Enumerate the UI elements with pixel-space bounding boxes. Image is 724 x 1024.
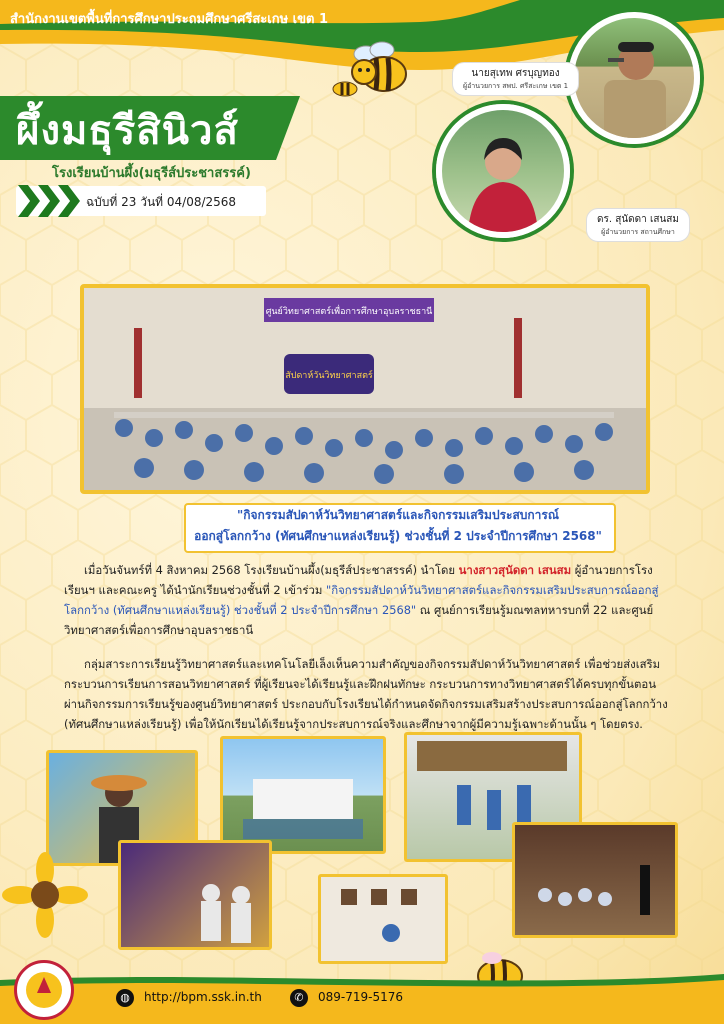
- sunflower-icon: [0, 850, 90, 940]
- director-name-tag: [452, 62, 579, 96]
- thumbnail-photo: [318, 874, 448, 964]
- website-link[interactable]: http://bpm.ssk.in.th: [144, 990, 262, 1004]
- photo-banner-text: ศูนย์วิทยาศาสตร์เพื่อการศึกษาอุบลราชธานี: [265, 307, 433, 317]
- globe-icon: ◍: [116, 989, 134, 1007]
- office-name: สำนักงานเขตพื้นที่การศึกษาประถมศึกษาศรีสะเกษ เขต 1: [10, 12, 329, 27]
- paragraph-1-end: ณ ศูนย์การเรียนรู้มณฑลทหารบกที่ 22 และศูนย์วิทยาศาสตร์เพื่อการศึกษาอุบลราชธานี: [64, 603, 654, 637]
- thumbnail-photo: [118, 840, 272, 950]
- issue-number: ฉบับที่ 23 วันที่ 04/08/2568: [86, 195, 237, 209]
- activity-caption: [192, 505, 604, 547]
- main-group-photo: [80, 284, 650, 494]
- paragraph-1-intro: เมื่อวันจันทร์ที่ 4 สิงหาคม 2568 โรงเรียนบ้านผึ้ง(มธุรีส์ประชาสรรค์) นำโดย: [84, 563, 459, 577]
- caption-line-2: ออกสู่โลกกว้าง (ทัศนศึกษาแหล่งเรียนรู้) ช่วงชั้นที่ 2 ประจำปีการศึกษา 2568": [194, 529, 602, 543]
- paragraph-1: [64, 560, 672, 640]
- school-director-name: ดร. สุนัดดา เสนสม: [597, 214, 679, 225]
- school-name: โรงเรียนบ้านผึ้ง(มธุรีส์ประชาสรรค์): [52, 166, 251, 181]
- phone-number: 089-719-5176: [318, 990, 404, 1004]
- director-portrait: [568, 12, 700, 144]
- school-director-portrait: [436, 104, 570, 238]
- school-logo: [14, 960, 74, 1020]
- paragraph-1-mid: ผู้อำนวยการโรงเรียนฯ และคณะครู ได้นำนักเรียนช่วงชั้นที่ 2 เข้าร่วม: [64, 563, 653, 597]
- school-director-name-tag: [586, 208, 690, 242]
- newsletter-title: ผึ้งมธุรีสินิวส์: [16, 108, 239, 154]
- director-highlight: นางสาวสุนัดดา เสนสม: [458, 563, 572, 577]
- thumbnail-photo: [220, 736, 386, 854]
- director-role: ผู้อำนวยการ สพป. ศรีสะเกษ เขต 1: [463, 82, 569, 90]
- phone-icon: ✆: [290, 989, 308, 1007]
- paragraph-2: กลุ่มสาระการเรียนรู้วิทยาศาสตร์และเทคโนโลยีเล็งเห็นความสำคัญของกิจกรรมสัปดาห์วันวิทยาศาสตร์ เพื่อช่วยส่งเสริมกระบวนการเรียนการสอนวิทยาศาสตร์ ที่ผู้เรียนจะได้เรียนรู้และฝึกฝนทักษะ กระบวนการทางวิทยาศาสตร์ได้ครบทุกขั้นตอน ผ่านกิจกรรมการเรียนรู้ของศูนย์วิทยาศาสตร์ ประกอบกับโรงเรียนได้กำหนดจัดกิจกรรมเสริมสร้างประสบการณ์ออกสู่โลกกว้าง (ทัศนศึกษาแหล่งเรียนรู้) เพื่อให้นักเรียนได้เรียนรู้จากประสบการณ์จริงและศึกษาจากผู้มีความรู้เฉพาะด้านนั้น ๆ โดยตรง.: [64, 657, 668, 731]
- activity-highlight: "กิจกรรมสัปดาห์วันวิทยาศาสตร์และกิจกรรมเสริมประสบการณ์ออกสู่โลกกว้าง (ทัศนศึกษาแหล่งเรียนรู้) ช่วงชั้นที่ 2 ประจำปีการศึกษา 2568": [64, 583, 659, 617]
- school-director-role: ผู้อำนวยการ สถานศึกษา: [601, 228, 675, 236]
- director-name: นายสุเทพ ศรบุญทอง: [471, 68, 560, 79]
- photo-sign-text: สัปดาห์วันวิทยาศาสตร์: [285, 371, 373, 381]
- thumbnail-photo: [512, 822, 678, 938]
- small-bee-icon: [330, 78, 360, 98]
- caption-line-1: "กิจกรรมสัปดาห์วันวิทยาศาสตร์และกิจกรรมเสริมประสบการณ์: [237, 508, 559, 522]
